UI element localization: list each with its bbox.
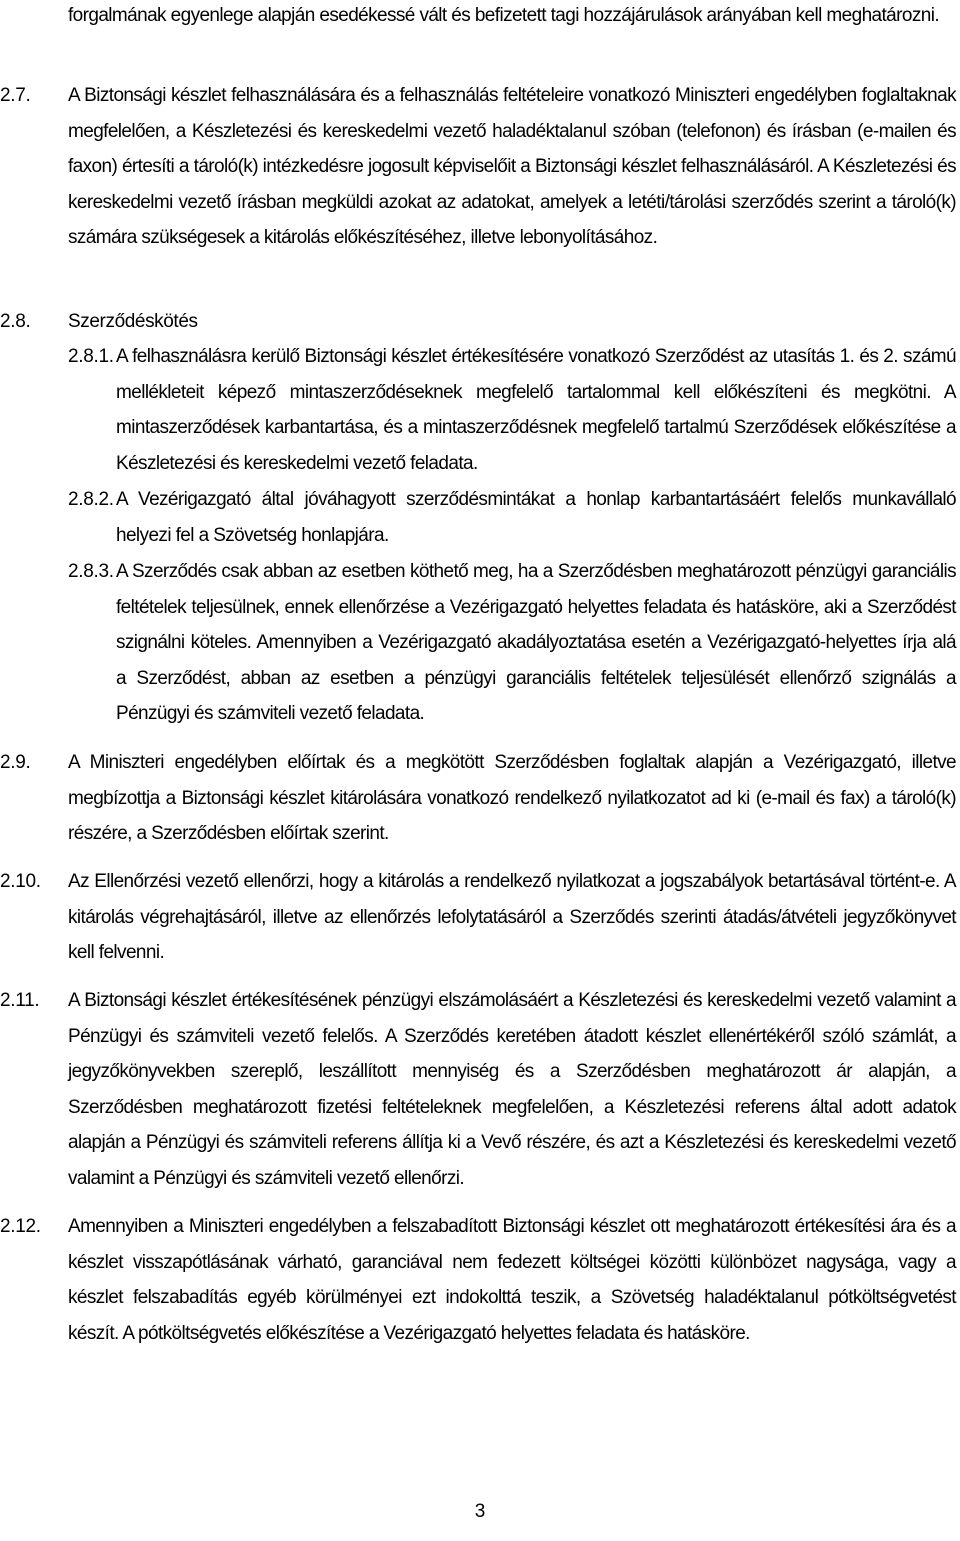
section-2-12-text: Amennyiben a Miniszteri engedélyben a felszabadított Biztonsági készlet ott meghatározott értékesítési ára és a készlet visszapótlásának várható, garanciával nem fedezett költségei közötti különbözet nagysága, vagy a készlet felszabadítás egyéb körülményei ezt indokolttá teszik, a Szövetség haladéktalanul pótköltségvetést készít. A pótköltségvetés előkészítése a Vezérigazgató helyettes feladata és hatásköre. (68, 1216, 956, 1344)
intro-paragraph (68, 0, 956, 34)
section-number: 2.12. (0, 1216, 41, 1237)
subsection-2-8-3-text: A Szerződés csak abban az esetben köthető meg, ha a Szerződésben meghatározott pénzügyi garanciális feltételek teljesülnek, ennek ellenőrzése a Vezérigazgató helyettes feladata és hatásköre, aki a Szerződést szignálni köteles. Amennyiben a Vezérigazgató akadályoztatása esetén a Vezérigazgató-helyettes írja alá a Szerződést, abban az esetben a pénzügyi garanciális feltételek teljesülését ellenőrző szignálás a Pénzügyi és számviteli vezető feladata. (116, 561, 956, 724)
section-2-9-text: A Miniszteri engedélyben előírtak és a megkötött Szerződésben foglaltak alapján a Vezérigazgató, illetve megbízottja a Biztonsági készlet kitárolására vonatkozó rendelkező nyilatkozatot ad ki (e-mail és fax) a tároló(k) részére, a Szerződésben előírtak szerint. (68, 752, 956, 844)
intro-text: forgalmának egyenlege alapján esedékessé vált és befizetett tagi hozzájárulások arányában kell meghatározni. (68, 5, 940, 26)
subsection-number: 2.8.2. (68, 489, 114, 510)
subsection-2-8-1-text: A felhasználásra kerülő Biztonsági készlet értékesítésére vonatkozó Szerződést az utasítás 1. és 2. számú mellékleteit képező mintaszerződéseknek megfelelő tartalommal kell előkészíteni és megkötni. A mintaszerződések karbantartása, és a mintaszerződésnek megfelelő tartalmú Szerződések előkészítése a Készletezési és kereskedelmi vezető feladata. (116, 346, 956, 474)
section-2-11-text: A Biztonsági készlet értékesítésének pénzügyi elszámolásáért a Készletezési és kereskedelmi vezető valamint a Pénzügyi és számviteli vezető felelős. A Szerződés keretében átadott készlet ellenértékéről szóló számlát, a jegyzőkönyvekben szereplő, leszállított mennyiség és a Szerződésben meghatározott ár alapján, a Szerződésben meghatározott fizetési feltételeknek megfelelően, a Készletezési referens által adott adatok alapján a Pénzügyi és számviteli referens állítja ki a Vevő részére, és azt a Készletezési és kereskedelmi vezető valamint a Pénzügyi és számviteli vezető ellenőrzi. (68, 990, 956, 1189)
section-heading: Szerződéskötés (68, 311, 198, 332)
subsection-number: 2.8.1. (68, 346, 114, 367)
section-number: 2.9. (0, 752, 31, 773)
subsection-2-8-2-text: A Vezérigazgató által jóváhagyott szerződésmintákat a honlap karbantartásáért felelős munkavállaló helyezi fel a Szövetség honlapjára. (116, 489, 956, 546)
section-2-7-text: A Biztonsági készlet felhasználására és a felhasználás feltételeire vonatkozó Miniszteri engedélyben foglaltaknak megfelelően, a Készletezési és kereskedelmi vezető haladéktalanul szóban (telefonon) és írásban (e-mailen és faxon) értesíti a tároló(k) intézkedésre jogosult képviselőit a Biztonsági készlet felhasználásáról. A Készletezési és kereskedelmi vezető írásban megküldi azokat az adatokat, amelyek a letéti/tárolási szerződés szerint a tároló(k) számára szükségesek a kitárolás előkészítéséhez, illetve lebonyolításához. (68, 85, 956, 248)
page-number: 3 (474, 1501, 486, 1522)
section-2-10-text: Az Ellenőrzési vezető ellenőrzi, hogy a kitárolás a rendelkező nyilatkozat a jogszabályok betartásával történt-e. A kitárolás végrehajtásáról, illetve az ellenőrzés lefolytatásáról a Szerződés szerinti átadás/átvételi jegyzőkönyvet kell felvenni. (68, 871, 956, 963)
section-number: 2.7. (0, 85, 31, 106)
section-number: 2.10. (0, 871, 41, 892)
section-number: 2.8. (0, 311, 31, 332)
subsection-number: 2.8.3. (68, 561, 114, 582)
section-number: 2.11. (0, 990, 40, 1011)
